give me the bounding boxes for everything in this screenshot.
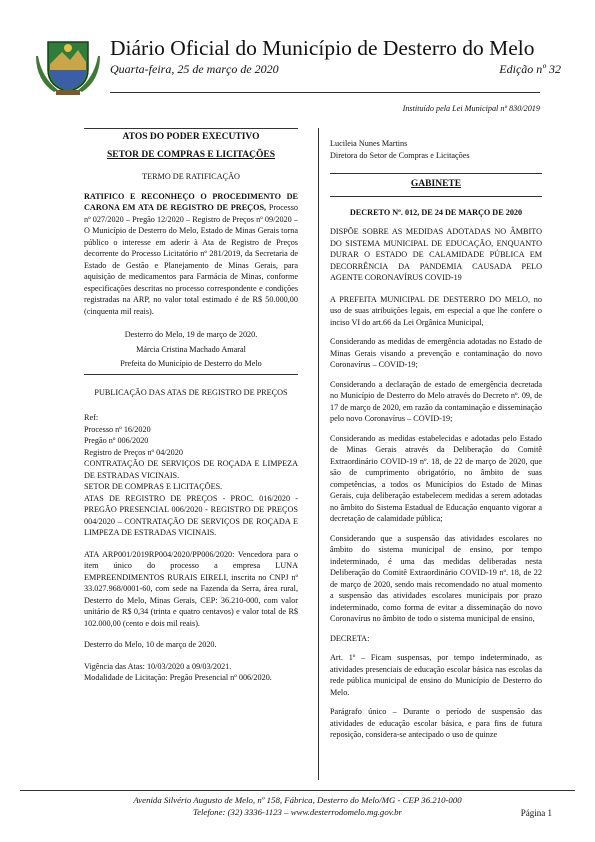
whereas-1: Considerando as medidas de emergência adotadas no Estado de Minas Gerais visando a prevenção e contaminação do novo Coronavírus – COVID-19; — [330, 337, 542, 369]
footer-address: Avenida Silvério Augusto de Melo, nº 158, Fábrica, Desterro do Melo/MG - CEP 36.210-000 — [133, 795, 462, 805]
contratacao-text: CONTRATAÇÃO DE SERVIÇOS DE ROÇADA E LIMPEZA DE ESTRADAS VICINAIS. — [84, 459, 298, 480]
journal-title: Diário Oficial do Município de Desterro do Melo — [110, 36, 535, 60]
edition-number: Edição nº 32 — [499, 62, 561, 76]
header-rule — [110, 92, 540, 93]
signer-role-right: Diretora do Setor de Compras e Licitações — [330, 150, 470, 160]
signer-name-right: Lucileia Nunes Martins — [330, 139, 408, 148]
section-title-compras: SETOR DE COMPRAS E LICITAÇÕES — [106, 149, 276, 160]
decree-summary: DISPÕE SOBRE AS MEDIDAS ADOTADAS NO ÂMBITO DO SISTEMA MUNICIPAL DE EDUCAÇÃO, ENQUANTO DURAR O ESTADO DE CALAMIDADE PÚBLICA EM DECORRÊNCIA DA PANDEMIA CAUSADA PELO AGENTE CORONAVÍRUS COVID-19 — [330, 227, 542, 282]
section-header — [84, 128, 298, 161]
institution-note: Instituído pela Lei Municipal nº 830/2019 — [402, 104, 540, 113]
termo-title: TERMO DE RATIFICAÇÃO — [142, 172, 240, 181]
page-number: Página 1 — [520, 808, 552, 818]
section-title-gabinete: GABINETE — [410, 179, 462, 189]
gabinete-header — [330, 173, 542, 197]
atas-text: ATAS DE REGISTRO DE PREÇOS - PROC. 016/2020 - PREGÃO PRESENCIAL 006/2020 - REGISTRO DE PREÇOS 004/2020 – CONTRATAÇÃO DE SERVIÇOS DE ROÇADA E LIMPEZA DE ESTRADAS VICINAIS. — [84, 493, 298, 537]
registro-number: Registro de Preços nº 04/2020 — [84, 447, 183, 457]
ref-label: Ref: — [84, 413, 99, 422]
publication-title: PUBLICAÇÃO DAS ATAS DE REGISTRO DE PREÇOS — [94, 387, 288, 397]
whereas-2: Considerando a declaração de estado de emergência decretada no Município de Desterro do Melo através do Decreto nº. 09, de 17 de março de 2020, em razão da contaminação e disseminação pelo novo Coronavírus – COVID-19; — [330, 379, 542, 423]
article-1: Art. 1º – Ficam suspensas, por tempo indeterminado, as atividades presenciais de educação escolar básica nas escolas da rede pública municipal de ensino do Município de Desterro do Melo. — [330, 653, 542, 697]
ratification-lead: RATIFICO E RECONHEÇO O PROCEDIMENTO DE CARONA EM ATA DE REGISTRO DE PREÇOS, — [84, 191, 298, 212]
decree-title: DECRETO Nº. 012, DE 24 DE MARÇO DE 2020 — [349, 207, 523, 217]
signer-role: Prefeita do Município de Desterro do Melo — [120, 359, 262, 368]
whereas-3: Considerando as medidas estabelecidas e adotadas pelo Estado de Minas Gerais através da Deliberação do Comitê Extraordinário COVID-19 nº. 18, de 22 de março de 2020, que são de cumprimento obrigatório, no âmbito de suas competências, a todos os Municípios do Estado de Minas Gerais, cuja deliberação estabelecem medidas a serem adotadas no âmbito do Sistema Estadual de Educação enquanto vigorar a decretação de calamidade pública; — [330, 433, 542, 523]
signature-date: Desterro do Melo, 19 de março de 2020. — [124, 330, 258, 339]
right-column — [330, 138, 542, 741]
section-title-executive: ATOS DO PODER EXECUTIVO — [122, 132, 260, 142]
footer-rule — [20, 790, 575, 791]
date-line: Desterro do Melo, 10 de março de 2020. — [84, 640, 217, 649]
ratification-text — [84, 191, 298, 318]
column-divider — [318, 128, 319, 780]
modalidade-line: Modalidade de Licitação: Pregão Presencial nº 006/2020. — [84, 673, 272, 682]
divider — [84, 374, 298, 375]
footer — [20, 794, 575, 818]
ata-details: ATA ARP001/2019RP004/2020/PP006/2020: Vencedora para o item único do processo a empresa LUNA EMPREENDIMENTOS RURAIS EIRELI, inscrita no CNPJ nº 33.027.968/0001-60, com sede na Fazenda da Serra, área rural, Desterro do Melo, Minas Gerais, CEP: 36.210-000, com valor unitário de R$ 0,34 (trinta e quatro centavos) e valor total de R$ 102.000,00 (cento e dois mil reais). — [84, 549, 298, 628]
decreta-label: DECRETA: — [330, 633, 370, 643]
issue-date: Quarta-feira, 25 de março de 2020 — [110, 62, 279, 76]
whereas-4: Considerando que a suspensão das atividades escolares no âmbito do sistema municipal de ensino, por tempo indeterminado, é uma das medidas deliberadas nesta Deliberação do Comitê Extraordinário COVID-19 nº. 18, de 22 de março de 2020, sendo mais recomendado no atual momento a suspensão das atividades escolares municipais por prazo indeterminado, como forma de evitar a disseminação do novo Coronavírus no âmbito de todo o sistema municipal de ensino, — [330, 533, 542, 623]
header — [30, 24, 565, 96]
footer-contact: Telefone: (32) 3336-1123 – www.desterrodomelo.mg.gov.br — [193, 807, 402, 817]
signer-name: Márcia Cristina Machado Amaral — [136, 344, 246, 354]
setor-text: SETOR DE COMPRAS E LICITAÇÕES. — [84, 482, 223, 491]
coat-of-arms-logo — [36, 34, 100, 96]
decree-preamble: A PREFEITA MUNICIPAL DE DESTERRO DO MELO, no uso de suas atribuições legais, em especial a que lhe confere o inciso VI do art.66 da Lei Orgânica Municipal, — [330, 294, 542, 327]
vigencia-line: Vigência das Atas: 10/03/2020 a 09/03/2021. — [84, 661, 232, 671]
pregao-number: Pregão nº 006/2020 — [84, 436, 149, 445]
single-paragraph: Parágrafo único – Durante o período de suspensão das atividades de educação escolar básica, e para fins de futura reposição, considera-se antecipado o uso de quinze — [330, 707, 542, 739]
left-column — [84, 128, 298, 684]
ratification-body: Processo nº 027/2020 – Pregão 12/2020 – Registro de Preços nº 09/2020 – O Município de Desterro do Melo, Estado de Minas Gerais torna público o interesse em aderir à Ata de Registro de Preços decorrente do Processo Licitatório nº 281/2019, da Secretaria de Estado de Gestão e Planejamento de Minas Gerais, para aquisição de medicamentos para Farmácia de Minas, conforme especificações descritas no processo correspondente e condições registradas na ARP, no valor total estimado é de R$ 50.000,00 (cinquenta mil reais). — [84, 203, 299, 316]
processo-number: Processo nº 16/2020 — [84, 424, 151, 434]
